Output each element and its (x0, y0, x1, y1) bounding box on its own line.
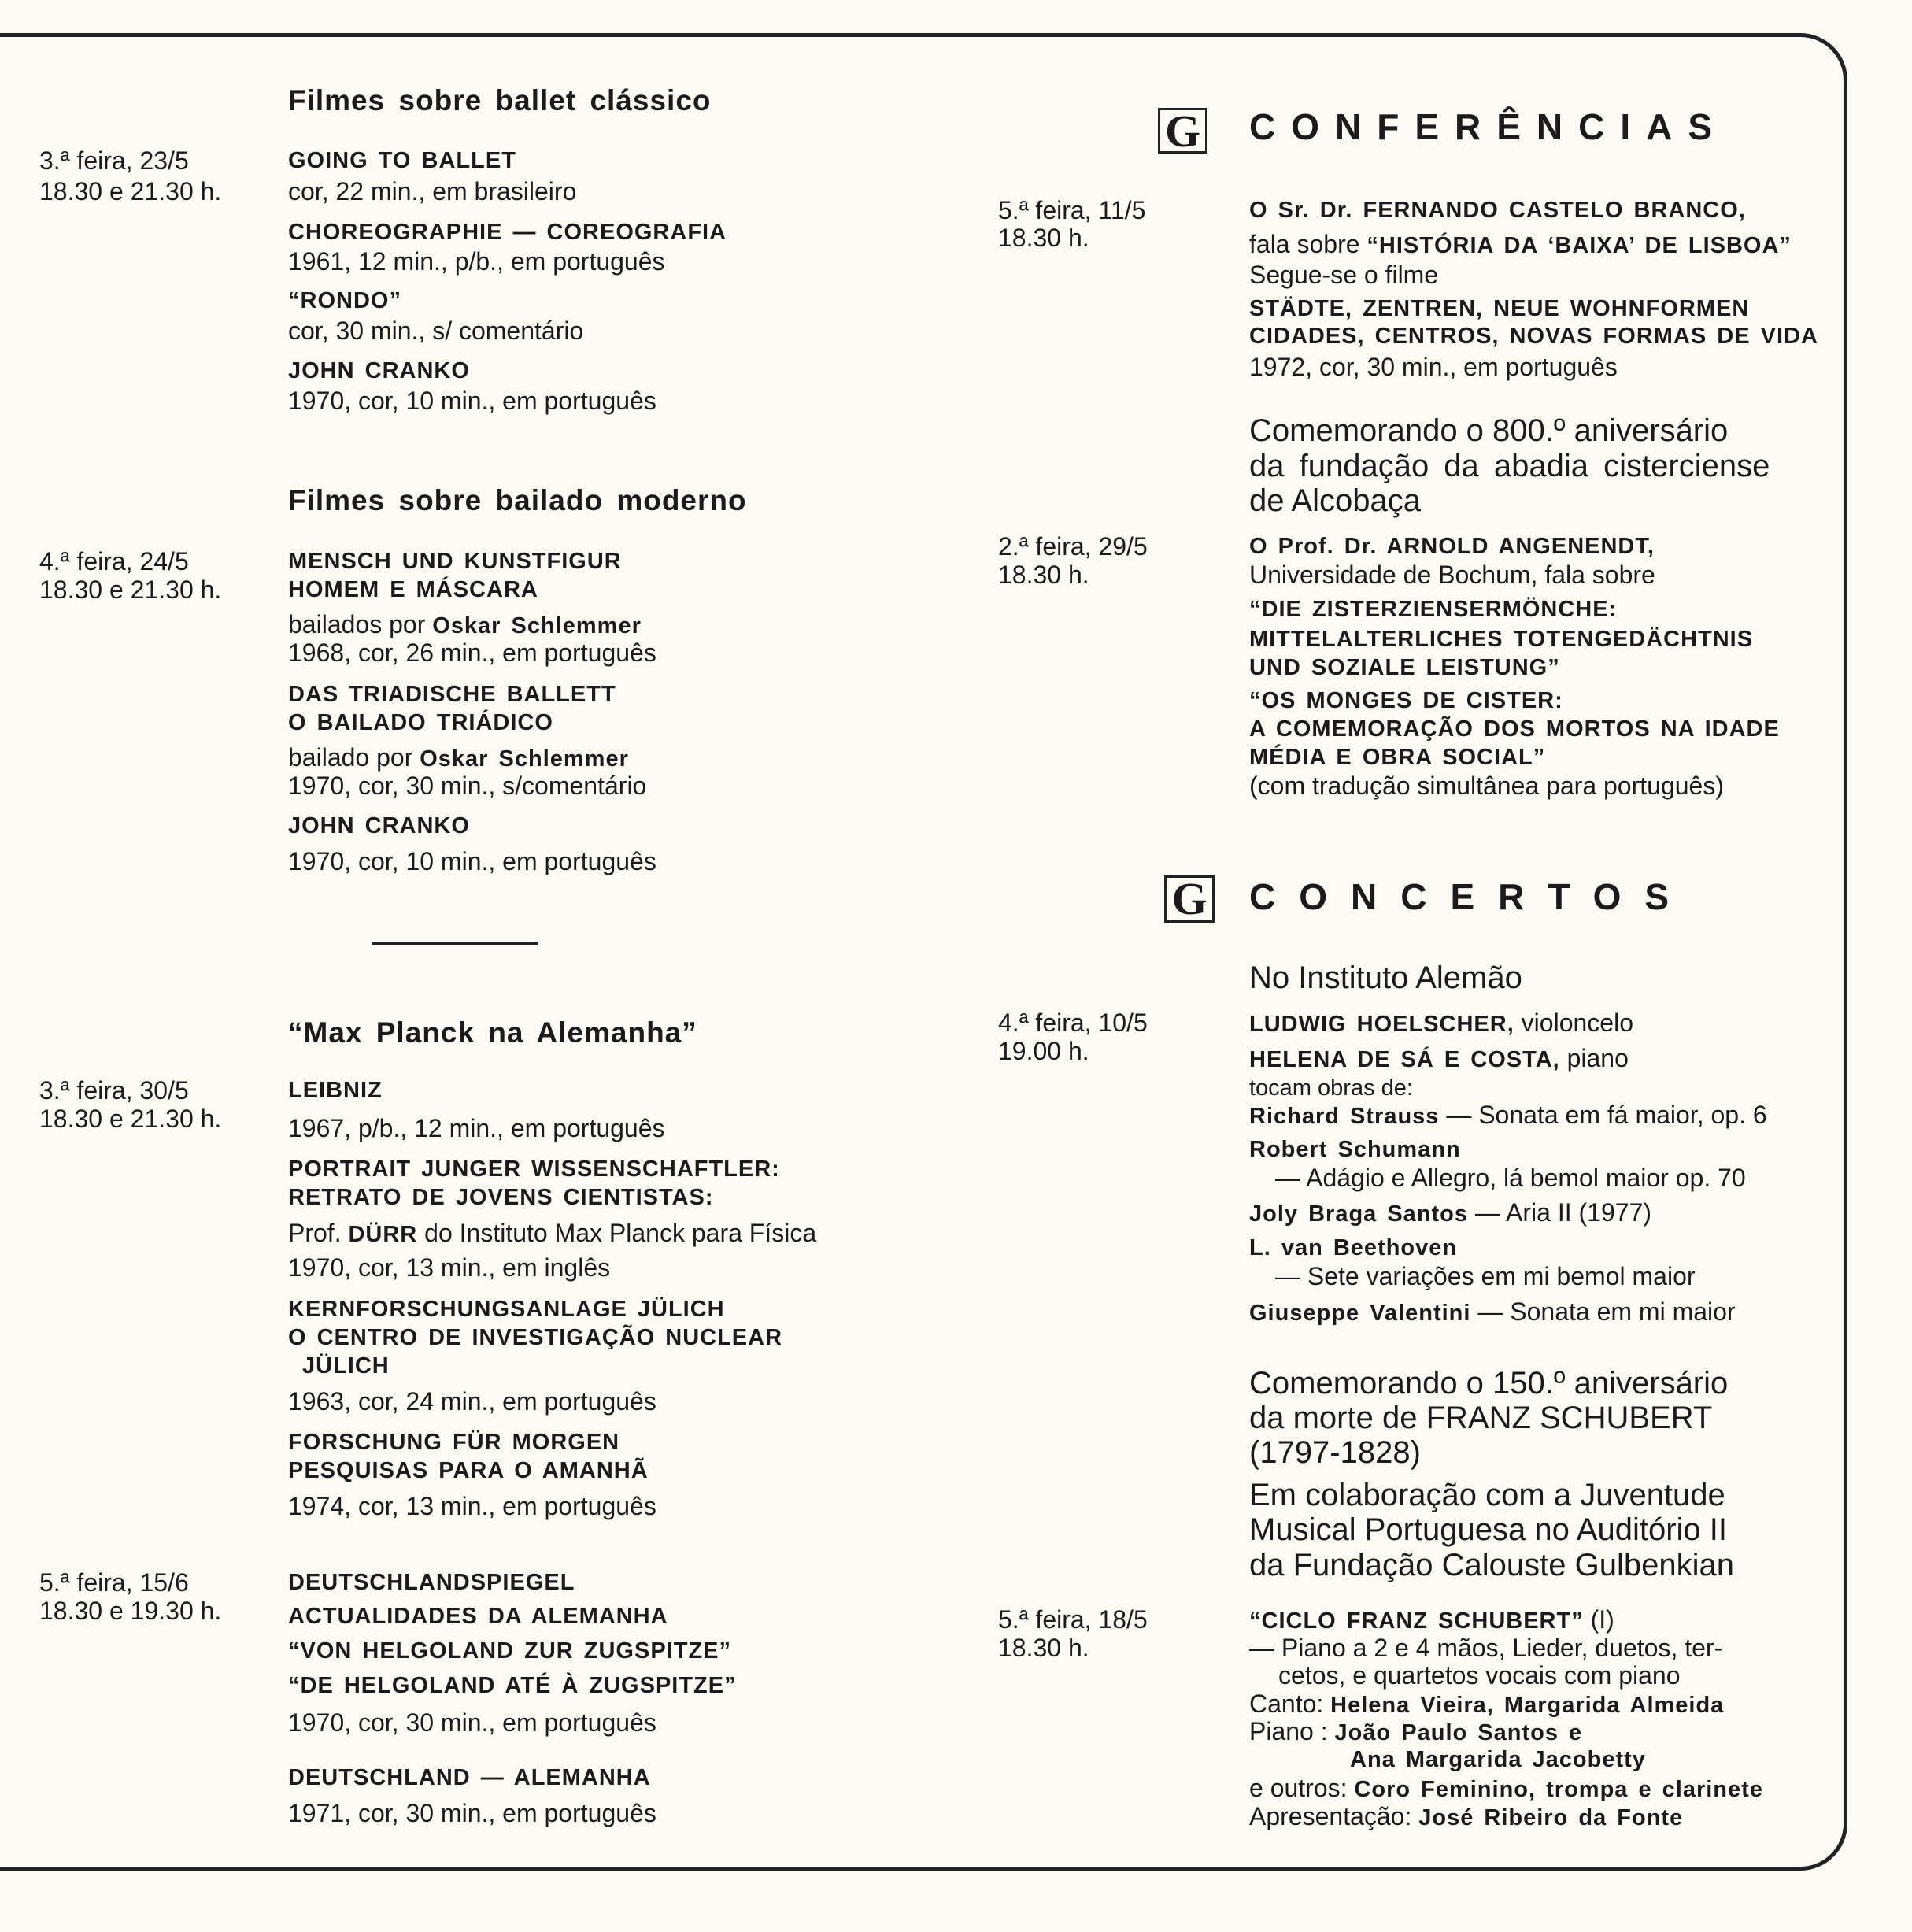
program-intro: tocam obras de: (1249, 1075, 1413, 1101)
credit-name: Oskar Schlemmer (432, 613, 642, 638)
topic-label: fala sobre (1249, 230, 1367, 258)
film-details: cor, 30 min., s/ comentário (288, 316, 584, 345)
commemoration-text: (1797-1828) (1249, 1435, 1421, 1470)
event-time: 18.30 h. (998, 561, 1089, 589)
work: — Sete variações em mi bemol maior (1275, 1262, 1696, 1290)
film-credit (288, 609, 642, 639)
film-title: HOMEM E MÁSCARA (288, 577, 538, 602)
film-intro: Segue-se o filme (1249, 261, 1439, 289)
film-title: JOHN CRANKO (288, 813, 470, 838)
event-time: 18.30 h. (998, 224, 1089, 252)
role-label: Piano : (1249, 1717, 1335, 1745)
film-title: “DE HELGOLAND ATÉ À ZUGSPITZE” (288, 1673, 737, 1698)
credit-label: bailados por (288, 610, 433, 638)
work: — Sonata em mi maior (1470, 1297, 1736, 1326)
film-title: O CENTRO DE INVESTIGAÇÃO NUCLEAR (288, 1325, 783, 1350)
section-heading: “Max Planck na Alemanha” (288, 1016, 697, 1049)
event-time: 18.30 e 19.30 h. (39, 1597, 222, 1625)
film-title: “RONDO” (288, 288, 401, 313)
gulbenkian-logo-icon: G (1158, 108, 1207, 154)
section-heading: Filmes sobre bailado moderno (288, 484, 747, 516)
film-title: RETRATO DE JOVENS CIENTISTAS: (288, 1185, 714, 1210)
program-item (1249, 1197, 1651, 1227)
film-details: 1970, cor, 13 min., em inglês (288, 1253, 611, 1282)
section-heading: Filmes sobre ballet clássico (288, 84, 712, 117)
film-title: KERNFORSCHUNGSANLAGE JÜLICH (288, 1297, 725, 1322)
lecture-title: MÉDIA E OBRA SOCIAL” (1249, 745, 1546, 770)
film-title: DAS TRIADISCHE BALLETT (288, 682, 616, 707)
composer: L. van Beethoven (1249, 1235, 1458, 1260)
film-details: 1968, cor, 26 min., em português (288, 638, 656, 667)
credit-label: bailado por (288, 743, 420, 772)
film-title: STÄDTE, ZENTREN, NEUE WOHNFORMEN (1249, 296, 1750, 321)
composer: Giuseppe Valentini (1249, 1301, 1471, 1326)
event-date: 5.ª feira, 15/6 (39, 1568, 189, 1597)
film-title: LEIBNIZ (288, 1078, 383, 1103)
event-date: 3.ª feira, 30/5 (39, 1076, 189, 1105)
collaboration-text: Musical Portuguesa no Auditório II (1249, 1512, 1728, 1547)
event-date: 3.ª feira, 23/5 (39, 146, 189, 175)
commemoration-text: da fundação da abadia cisterciense (1249, 449, 1770, 483)
film-title: “VON HELGOLAND ZUR ZUGSPITZE” (288, 1638, 731, 1664)
commemoration-text: Comemorando o 150.º aniversário (1249, 1366, 1729, 1401)
film-title: DEUTSCHLANDSPIEGEL (288, 1570, 575, 1595)
film-details: 1970, cor, 30 min., em português (288, 1708, 656, 1737)
performers (1249, 1773, 1763, 1803)
program-item (1249, 1297, 1736, 1327)
performer-name: LUDWIG HOELSCHER, (1249, 1012, 1514, 1037)
film-title: CHOREOGRAPHIE — COREOGRAFIA (288, 220, 727, 245)
collaboration-text: da Fundação Calouste Gulbenkian (1249, 1548, 1734, 1582)
topic-title: “HISTÓRIA DA ‘BAIXA’ DE LISBOA” (1367, 233, 1792, 258)
film-details: 1970, cor, 10 min., em português (288, 387, 656, 415)
credit-label: do Instituto Max Planck para Física (417, 1219, 817, 1247)
section-title-conferencias: CONFERÊNCIAS (1249, 106, 1729, 147)
film-title: MENSCH UND KUNSTFIGUR (288, 549, 622, 574)
lecture-title: MITTELALTERLICHES TOTENGEDÄCHTNIS (1249, 627, 1754, 652)
event-time: 18.30 e 21.30 h. (39, 576, 222, 604)
composer: Richard Strauss (1249, 1104, 1440, 1129)
performers (1249, 1689, 1724, 1719)
section-title-concertos: CONCERTOS (1249, 876, 1693, 917)
cycle-number: (I) (1583, 1605, 1614, 1634)
lecture-title: “OS MONGES DE CISTER: (1249, 688, 1563, 713)
lecture-topic (1249, 229, 1792, 259)
event-date: 5.ª feira, 11/5 (998, 196, 1146, 224)
cycle-title: “CICLO FRANZ SCHUBERT” (1249, 1608, 1584, 1634)
role-label: Apresentação: (1249, 1802, 1419, 1830)
event-date: 4.ª feira, 24/5 (39, 547, 189, 576)
program-description: — Piano a 2 e 4 mãos, Lieder, duetos, ter- (1249, 1634, 1723, 1662)
instrument: violoncelo (1514, 1009, 1633, 1037)
speaker: O Sr. Dr. FERNANDO CASTELO BRANCO, (1249, 198, 1746, 223)
venue: No Instituto Alemão (1249, 960, 1522, 995)
concert-title (1249, 1604, 1614, 1634)
performer-names: João Paulo Santos e (1334, 1720, 1583, 1745)
translation-note: (com tradução simultânea para português) (1249, 772, 1724, 800)
work: — Aria II (1977) (1468, 1198, 1652, 1227)
film-details: 1963, cor, 24 min., em português (288, 1387, 656, 1416)
film-title: PESQUISAS PARA O AMANHÃ (288, 1458, 649, 1483)
program-description: cetos, e quartetos vocais com piano (1278, 1661, 1681, 1690)
performer-name: HELENA DE SÁ E COSTA, (1249, 1047, 1560, 1072)
credit-label: Prof. (288, 1219, 349, 1247)
commemoration-text: Comemorando o 800.º aniversário (1249, 413, 1729, 448)
instrument: piano (1559, 1044, 1629, 1072)
divider (372, 942, 538, 945)
commemoration-text: da morte de FRANZ SCHUBERT (1249, 1401, 1713, 1435)
film-title: PORTRAIT JUNGER WISSENSCHAFTLER: (288, 1157, 780, 1182)
collaboration-text: Em colaboração com a Juventude (1249, 1478, 1725, 1512)
film-title: O BAILADO TRIÁDICO (288, 710, 553, 735)
film-title: ACTUALIDADES DA ALEMANHA (288, 1604, 668, 1629)
film-details: 1961, 12 min., p/b., em português (288, 247, 665, 276)
film-details: 1972, cor, 30 min., em português (1249, 353, 1618, 381)
speaker-affiliation: Universidade de Bochum, fala sobre (1249, 561, 1655, 589)
event-time: 18.30 e 21.30 h. (39, 1105, 222, 1133)
work: — Sonata em fá maior, op. 6 (1439, 1101, 1767, 1129)
event-date: 2.ª feira, 29/5 (998, 532, 1148, 561)
event-time: 18.30 h. (998, 1634, 1089, 1662)
composer: Joly Braga Santos (1249, 1201, 1469, 1227)
film-title: DEUTSCHLAND — ALEMANHA (288, 1765, 651, 1790)
presenter-name: José Ribeiro da Fonte (1418, 1805, 1684, 1830)
performer (1249, 1043, 1629, 1073)
performer-names: Helena Vieira, Margarida Almeida (1330, 1693, 1725, 1718)
film-details: 1974, cor, 13 min., em português (288, 1492, 656, 1520)
film-details: cor, 22 min., em brasileiro (288, 177, 577, 205)
presenter (1249, 1801, 1683, 1831)
event-time: 19.00 h. (998, 1037, 1089, 1065)
lecture-title: A COMEMORAÇÃO DOS MORTOS NA IDADE (1249, 716, 1780, 742)
event-time: 18.30 e 21.30 h. (39, 177, 222, 205)
performer-names: Ana Margarida Jacobetty (1350, 1747, 1646, 1772)
credit-name: Oskar Schlemmer (420, 746, 629, 772)
program-item (1249, 1100, 1767, 1130)
film-title: JOHN CRANKO (288, 358, 470, 383)
film-title: JÜLICH (302, 1353, 390, 1379)
film-credit (288, 742, 629, 772)
lecture-title: UND SOZIALE LEISTUNG” (1249, 655, 1560, 680)
event-date: 4.ª feira, 10/5 (998, 1009, 1148, 1037)
commemoration-text: de Alcobaça (1249, 483, 1421, 518)
composer: Robert Schumann (1249, 1137, 1461, 1162)
gulbenkian-logo-icon: G (1164, 875, 1215, 923)
event-date: 5.ª feira, 18/5 (998, 1605, 1148, 1634)
film-details: 1967, p/b., 12 min., em português (288, 1114, 665, 1142)
film-credit (288, 1218, 816, 1248)
film-details: 1970, cor, 10 min., em português (288, 847, 656, 875)
film-title: GOING TO BALLET (288, 148, 516, 173)
work: — Adágio e Allegro, lá bemol maior op. 70 (1275, 1164, 1746, 1192)
film-details: 1971, cor, 30 min., em português (288, 1799, 656, 1827)
film-title: CIDADES, CENTROS, NOVAS FORMAS DE VIDA (1249, 324, 1818, 349)
lecture-title: “DIE ZISTERZIENSERMÖNCHE: (1249, 597, 1618, 622)
performers (1249, 1716, 1582, 1746)
film-title: FORSCHUNG FÜR MORGEN (288, 1430, 620, 1455)
performer-names: Coro Feminino, trompa e clarinete (1354, 1777, 1763, 1802)
credit-name: DÜRR (348, 1222, 418, 1247)
performer (1249, 1008, 1633, 1038)
role-label: Canto: (1249, 1690, 1331, 1718)
film-details: 1970, cor, 30 min., s/comentário (288, 772, 647, 800)
speaker: O Prof. Dr. ARNOLD ANGENENDT, (1249, 534, 1655, 559)
role-label: e outros: (1249, 1774, 1355, 1802)
